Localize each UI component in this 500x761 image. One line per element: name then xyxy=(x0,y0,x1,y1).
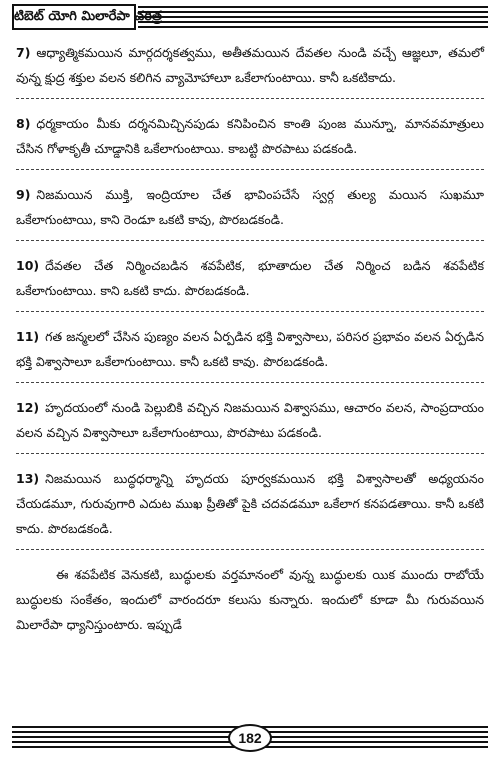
paragraph-number: 11) xyxy=(16,329,40,344)
paragraph-text: నిజమయిన బుద్ధధర్మాన్ని హృదయ పూర్వకమయిన భక్తి విశ్వాసాలతో అధ్యయనం చేయడమూ, గురువుగారి ఎదుట ముఖ ప్రీతితో పైకి చదవడమూ ఒకేలాగ కనపడతాయి. కానీ ఒకటి కాదు. పొరబడకండి. xyxy=(16,471,484,536)
paragraph-number: 8) xyxy=(16,116,31,131)
paragraph xyxy=(16,40,484,99)
page-footer xyxy=(12,718,488,758)
paragraph-number: 9) xyxy=(16,187,31,202)
page-body xyxy=(16,40,484,702)
page-header xyxy=(12,4,488,34)
paragraph-number: 12) xyxy=(16,400,40,415)
header-rule xyxy=(138,6,488,8)
paragraph xyxy=(16,111,484,170)
paragraph-text: నిజమయిన ముక్తి, ఇంద్రియాల చేత భావింపచేసే స్వర్గ తుల్య మయిన సుఖమూ ఒకేలాగుంటాయి, కాని రెండూ ఒకటి కావు, పొరబడకండి. xyxy=(16,187,484,227)
paragraph-text: ఆధ్యాత్మికమయిన మార్గదర్శకత్వము, అతీతమయిన దేవతల నుండి వచ్చే ఆజ్ఞలూ, తమలో వున్న క్షుద్ర శక్తుల వలన కలిగిన వ్యామోహాలూ ఒకేలాగుంటాయి. కానీ ఒకటికాదు. xyxy=(16,45,484,85)
page-number: 182 xyxy=(228,724,272,752)
paragraph xyxy=(16,182,484,241)
paragraph-text: ధర్మకాయం మీకు దర్శనమిచ్చినపుడు కనిపించిన కాంతి పుంజ మున్నూ, మానవమాత్రులు చేసిన గోళాకృతీ చూడ్డానికి ఒకేలాగుంటాయి. కాబట్టి పొరపాటు పడకండి. xyxy=(16,116,484,156)
paragraph xyxy=(16,253,484,312)
header-rule xyxy=(138,21,488,23)
paragraph-text: హృదయంలో నుండి పెల్లుబికి వచ్చిన నిజమయిన విశ్వాసము, ఆచారం వలన, సాంప్రదాయం వలన వచ్చిన విశ్వాసాలూ ఒకేలాగుంటాయి, పొరపాటు పడకండి. xyxy=(16,400,484,440)
header-rule xyxy=(138,16,488,18)
paragraph-text: గత జన్మలలో చేసిన పుణ్యం వలన ఏర్పడిన భక్తి విశ్వాసాలు, పరిసర ప్రభావం వలన ఏర్పడిన భక్తి విశ్వాసాలూ ఒకేలాగుంటాయి. కానీ ఒకటి కావు. పొరబడకండి. xyxy=(16,329,484,369)
header-rule xyxy=(138,11,488,13)
paragraph-number: 13) xyxy=(16,471,40,486)
paragraph-number: 7) xyxy=(16,45,31,60)
paragraph xyxy=(16,395,484,454)
paragraph xyxy=(16,466,484,550)
paragraph-text: ఈ శవపేటిక వెనుకటి, బుద్ధులకు వర్తమానంలో వున్న బుద్ధులకు యిక ముందు రాబోయే బుద్ధులకు సంకేతం, ఇందులో వారందరూ కలుసు కున్నారు. ఇందులో కూడా మీ గురువయిన మిలారేపా ధ్యానిస్తుంటారు. ఇప్పుడే xyxy=(16,567,484,632)
paragraph-text: దేవతల చేత నిర్మించబడిన శవపేటిక, భూతాదుల చేత నిర్మించ బడిన శవపేటిక ఒకేలాగుంటాయి. కాని ఒకటి కాదు. పొరబడకండి. xyxy=(16,258,484,298)
closing-paragraph xyxy=(16,562,484,645)
paragraph xyxy=(16,324,484,383)
header-rule xyxy=(138,26,488,28)
paragraph-number: 10) xyxy=(16,258,40,273)
running-title: టిబెట్ యోగి మిలారేపా చరిత్ర xyxy=(12,4,136,30)
